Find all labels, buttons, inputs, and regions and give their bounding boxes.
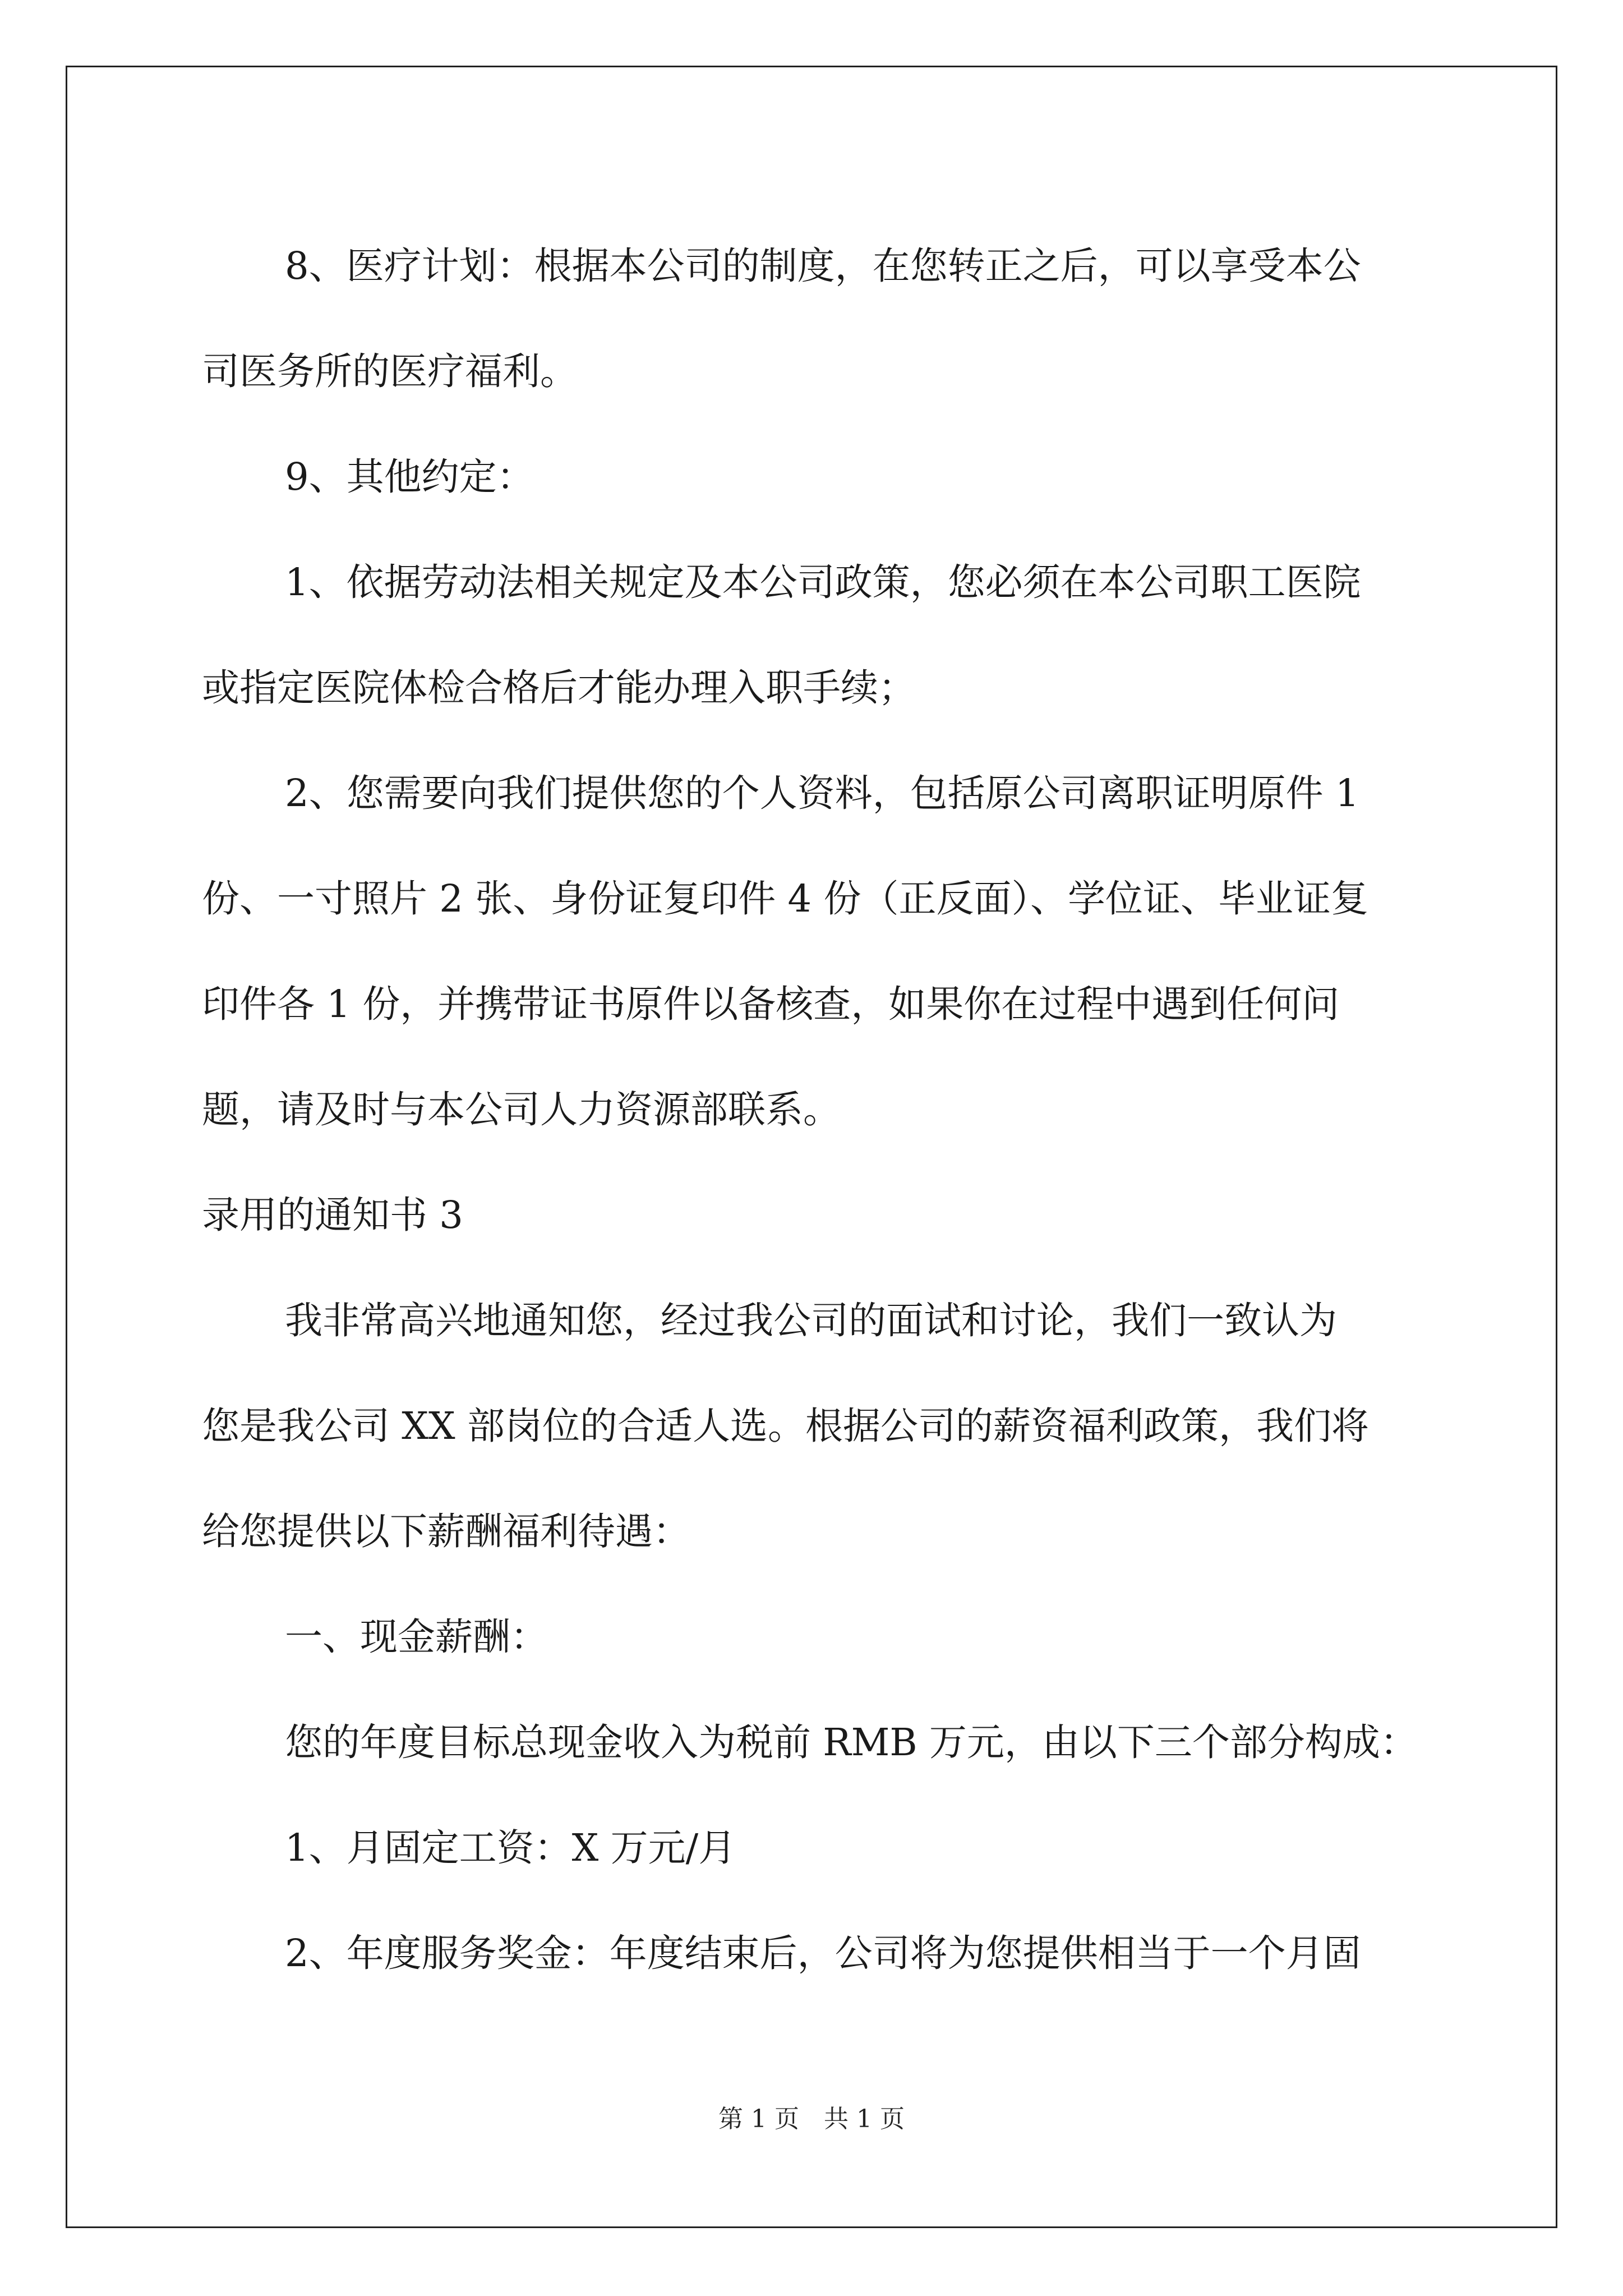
- text-line: 1、月固定工资：X 万元/月: [285, 1826, 736, 1870]
- text-line: 1、依据劳动法相关规定及本公司政策，您必须在本公司职工医院: [285, 560, 1361, 604]
- text-line: 您是我公司 XX 部岗位的合适人选。根据公司的薪资福利政策，我们将: [202, 1404, 1369, 1448]
- text-line: 或指定医院体检合格后才能办理入职手续；: [202, 666, 916, 710]
- text-line: 给您提供以下薪酬福利待遇：: [202, 1510, 690, 1553]
- text-line: 您的年度目标总现金收入为税前 RMB 万元，由以下三个部分构成：: [285, 1720, 1418, 1764]
- text-line: 我非常高兴地通知您，经过我公司的面试和讨论，我们一致认为: [285, 1299, 1337, 1342]
- document-body: [202, 213, 1424, 2006]
- page-footer: 第 1 页 共 1 页: [718, 2105, 905, 2133]
- text-line: 一、现金薪酬：: [285, 1615, 548, 1659]
- text-line: 司医务所的医疗福利。: [202, 349, 578, 393]
- text-line: 题，请及时与本公司人力资源部联系。: [202, 1088, 841, 1131]
- text-line: 2、年度服务奖金：年度结束后，公司将为您提供相当于一个月固: [285, 1931, 1361, 1975]
- text-line: 2、您需要向我们提供您的个人资料，包括原公司离职证明原件 1: [285, 771, 1359, 815]
- text-line: 8、医疗计划：根据本公司的制度，在您转正之后，可以享受本公: [285, 244, 1361, 288]
- section-heading: 录用的通知书 3: [202, 1193, 463, 1237]
- text-line: 印件各 1 份，并携带证书原件以备核查，如果你在过程中遇到任何问: [202, 982, 1340, 1026]
- text-line: 份、一寸照片 2 张、身份证复印件 4 份（正反面）、学位证、毕业证复: [202, 877, 1368, 921]
- text-line: 9、其他约定：: [285, 455, 534, 499]
